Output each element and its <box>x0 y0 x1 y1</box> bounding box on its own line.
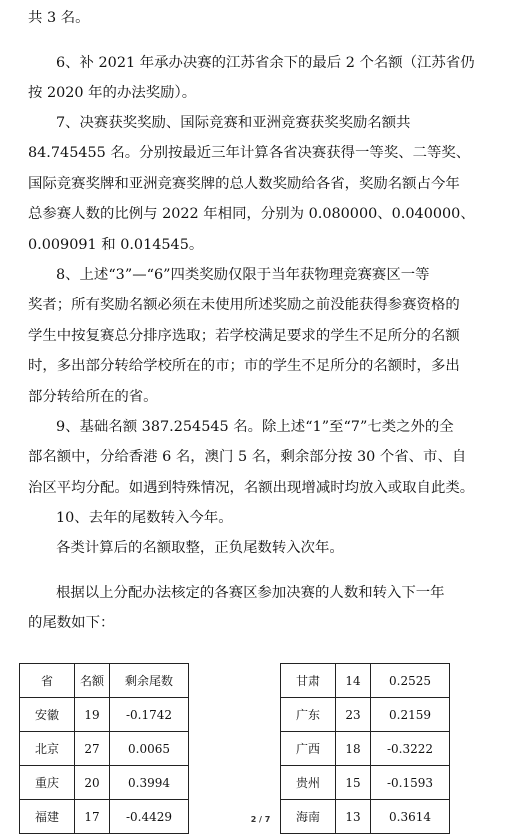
paragraph <box>28 3 507 34</box>
text-line: 共 3 名。 <box>28 10 90 26</box>
table-header-row <box>20 664 189 698</box>
table-row <box>281 698 450 732</box>
paragraph-table-intro-cont <box>28 608 507 639</box>
cell-province: 安徽 <box>20 698 75 732</box>
text-line: 9、基础名额 387.254545 名。除上述“1”至“7”七类之外的全 <box>56 419 454 435</box>
header-province: 省 <box>20 664 75 698</box>
cell-remainder: 0.3614 <box>371 800 450 834</box>
cell-remainder: 0.3994 <box>110 766 189 800</box>
text-line: 的尾数如下： <box>28 615 115 631</box>
text-line: 8、上述“3”—“6”四类奖励仅限于当年获物理竞赛赛区一等 <box>56 267 430 283</box>
cell-quota: 17 <box>75 800 110 834</box>
cell-remainder: 0.2525 <box>371 664 450 698</box>
cell-remainder: -0.1593 <box>371 766 450 800</box>
cell-province: 重庆 <box>20 766 75 800</box>
cell-quota: 23 <box>336 698 371 732</box>
text-line: 时，多出部分转给学校所在的市；市的学生不足所分的名额时，多出 <box>28 358 460 374</box>
quota-table-right <box>280 663 450 834</box>
cell-quota: 20 <box>75 766 110 800</box>
table-row <box>20 766 189 800</box>
cell-remainder: 0.0065 <box>110 732 189 766</box>
text-line: 部名额中，分给香港 6 名，澳门 5 名，剩余部分按 30 个省、市、自 <box>28 449 467 465</box>
text-line: 国际竞赛奖牌和亚洲竞赛奖牌的总人数奖励给各省，奖励名额占今年 <box>28 175 460 192</box>
paragraph-item-7-cont <box>28 138 507 260</box>
paragraph-rounding <box>28 533 507 564</box>
cell-province: 海南 <box>281 800 336 834</box>
text-line: 6、补 2021 年承办决赛的江苏省余下的最后 2 个名额（江苏省仍 <box>56 55 475 71</box>
paragraph-item-6-cont <box>28 78 507 109</box>
paragraph-item-8-cont <box>28 290 507 412</box>
cell-quota: 18 <box>336 732 371 766</box>
page-number: 2 / 7 <box>250 815 271 824</box>
paragraph-item-10 <box>28 503 507 534</box>
table-row <box>281 766 450 800</box>
paragraph-item-9-cont <box>28 442 507 503</box>
cell-province: 北京 <box>20 732 75 766</box>
text-line: 按 2020 年的办法奖励）。 <box>28 85 197 101</box>
text-line: 84.745455 名。分别按最近三年计算各省决赛获得一等奖、二等奖、 <box>28 145 471 161</box>
cell-remainder: -0.1742 <box>110 698 189 732</box>
text-line: 根据以上分配办法核定的各赛区参加决赛的人数和转入下一年 <box>56 585 445 601</box>
table-row <box>20 698 189 732</box>
cell-quota: 14 <box>336 664 371 698</box>
cell-quota: 27 <box>75 732 110 766</box>
text-line: 治区平均分配。如遇到特殊情况，名额出现增减时均放入或取自此类。 <box>28 479 475 496</box>
cell-quota: 15 <box>336 766 371 800</box>
paragraph-item-8 <box>28 260 507 291</box>
cell-quota: 19 <box>75 698 110 732</box>
cell-quota: 13 <box>336 800 371 834</box>
text-line: 各类计算后的名额取整，正负尾数转入次年。 <box>56 540 344 556</box>
paragraph-table-intro <box>28 578 507 609</box>
cell-remainder: -0.3222 <box>371 732 450 766</box>
cell-province: 广东 <box>281 698 336 732</box>
text-line: 部分转给所在的省。 <box>28 388 158 405</box>
paragraph-item-6 <box>28 48 507 79</box>
text-line: 总参赛人数的比例与 2022 年相同，分别为 0.080000、0.040000、 <box>28 206 475 222</box>
header-remainder: 剩余尾数 <box>110 664 189 698</box>
cell-province: 福建 <box>20 800 75 834</box>
text-line: 学生中按复赛总分排序选取；若学校满足要求的学生不足所分的名额 <box>28 327 460 344</box>
cell-remainder: 0.2159 <box>371 698 450 732</box>
header-quota: 名额 <box>75 664 110 698</box>
cell-province: 甘肃 <box>281 664 336 698</box>
table-row <box>281 732 450 766</box>
table-row <box>20 732 189 766</box>
text-line: 0.009091 和 0.014545。 <box>28 236 204 253</box>
text-line: 7、决赛获奖奖励、国际竞赛和亚洲竞赛获奖奖励名额共 <box>56 115 411 131</box>
cell-remainder: -0.4429 <box>110 800 189 834</box>
text-line: 10、去年的尾数转入今年。 <box>56 510 233 526</box>
cell-province: 广西 <box>281 732 336 766</box>
paragraph-item-9 <box>28 412 507 443</box>
paragraph-item-7 <box>28 108 507 139</box>
table-row <box>281 664 450 698</box>
cell-province: 贵州 <box>281 766 336 800</box>
text-line: 奖者；所有奖励名额必须在未使用所述奖励之前没能获得参赛资格的 <box>28 297 460 313</box>
quota-table-left <box>19 663 189 834</box>
